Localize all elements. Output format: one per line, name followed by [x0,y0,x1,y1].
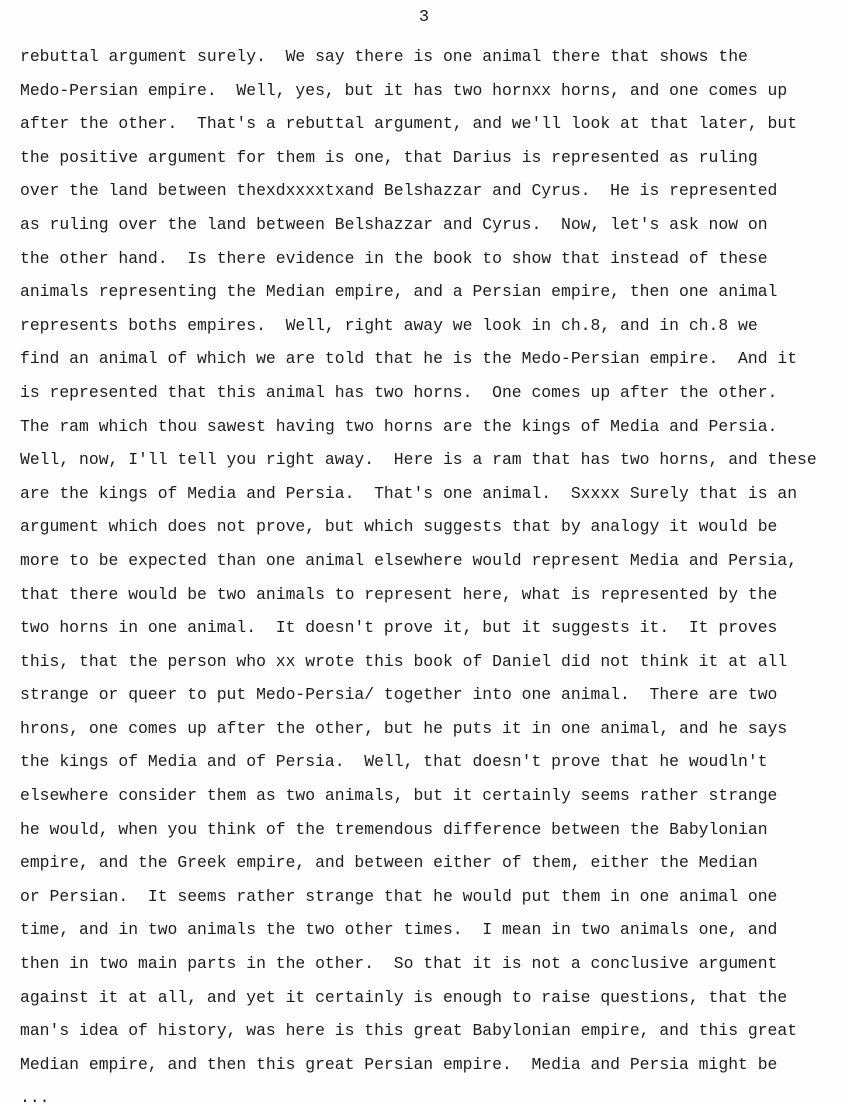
text-line: strange or queer to put Medo-Persia/ together into one animal. There are two [20,685,778,705]
text-line: that there would be two animals to represent here, what is represented by the [20,584,778,604]
text-line: elsewhere consider them as two animals, but it certainly seems rather strange [20,786,778,806]
text-line: rebuttal argument surely. We say there is one animal there that shows the [20,47,748,66]
text-line: Well, now, I'll tell you right away. Here is a ram that has two horns, and these [20,450,817,470]
text-line: the positive argument for them is one, that Darius is represented as ruling [20,147,758,167]
text-line: the other hand. Is there evidence in the book to show that instead of these [20,248,768,268]
text-line: Median empire, and then this great Persian empire. Media and Persia might be [20,1054,778,1074]
text-line: The ram which thou sawest having two horns are the kings of Media and Persia. [20,416,778,436]
page-number: 3 [418,8,430,27]
text-line: against it at all, and yet it certainly is enough to raise questions, that the [20,987,788,1007]
text-line: is represented that this animal has two horns. One comes up after the other. [20,382,778,402]
text-line: time, and in two animals the two other times. I mean in two animals one, and [20,920,778,940]
text-line: empire, and the Greek empire, and between either of them, either the Median [20,853,758,873]
text-line: argument which does not prove, but which suggests that by analogy it would be [20,517,778,537]
text-line: he would, when you think of the tremendous difference between the Babylonian [20,819,768,839]
text-line: hrons, one comes up after the other, but he puts it in one animal, and he says [20,718,788,738]
text-line: the kings of Media and of Persia. Well, that doesn't prove that he woudln't [20,752,768,772]
text-line: over the land between thexdxxxxtxand Belshazzar and Cyrus. He is represented [20,181,778,201]
text-line: two horns in one animal. It doesn't prove it, but it suggests it. It proves [20,618,778,638]
text-line: then in two main parts in the other. So that it is not a conclusive argument [20,954,778,974]
body-text [20,40,844,1115]
text-line: ... [20,1088,50,1108]
text-line: as ruling over the land between Belshazzar and Cyrus. Now, let's ask now on [20,214,768,234]
text-line: animals representing the Median empire, and a Persian empire, then one animal [20,282,778,302]
text-line: Medo-Persian empire. Well, yes, but it has two hornxx horns, and one comes up [20,80,788,100]
text-line: this, that the person who xx wrote this book of Daniel did not think it at all [20,651,788,671]
text-line: more to be expected than one animal elsewhere would represent Media and Persia, [20,550,798,570]
text-line: after the other. That's a rebuttal argument, and we'll look at that later, but [20,114,798,134]
text-line: find an animal of which we are told that he is the Medo-Persian empire. And it [20,349,798,369]
text-line: or Persian. It seems rather strange that he would put them in one animal one [20,886,778,906]
text-line: man's idea of history, was here is this great Babylonian empire, and this great [20,1021,798,1041]
text-line: are the kings of Media and Persia. That's one animal. Sxxxx Surely that is an [20,483,798,503]
text-line: represents boths empires. Well, right away we look in ch.8, and in ch.8 we [20,315,758,335]
